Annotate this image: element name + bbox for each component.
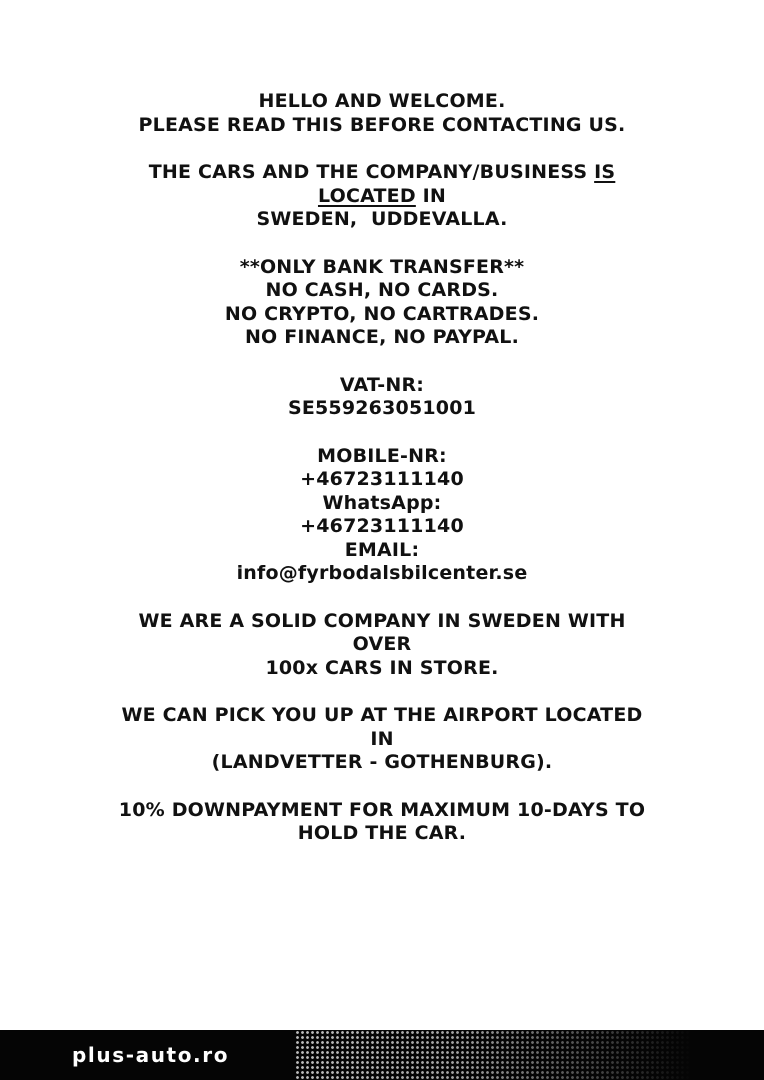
location-suffix: IN xyxy=(415,184,447,207)
email-label: EMAIL: xyxy=(344,538,420,561)
payment-line: NO CRYPTO, NO CARTRADES. xyxy=(224,302,540,325)
location-block xyxy=(0,161,764,232)
contact-block xyxy=(0,445,764,586)
payment-line: NO FINANCE, NO PAYPAL. xyxy=(244,326,520,348)
welcome-block xyxy=(0,90,764,137)
company-line: 100x CARS IN STORE. xyxy=(265,656,499,679)
company-block xyxy=(0,610,764,681)
payment-line: NO CASH, NO CARDS. xyxy=(265,279,499,301)
welcome-line: HELLO AND WELCOME. xyxy=(258,90,506,112)
airport-line: WE CAN PICK YOU UP AT THE AIRPORT LOCATED xyxy=(121,704,643,726)
location-line-2 xyxy=(0,185,764,209)
airport-block xyxy=(0,704,764,775)
downpayment-block xyxy=(0,799,764,846)
footer-bar xyxy=(0,1030,764,1080)
mobile-number: +46723111140 xyxy=(300,468,464,490)
company-line: OVER xyxy=(352,633,412,655)
airport-line: IN xyxy=(370,727,394,750)
vat-value: SE559263051001 xyxy=(287,397,477,419)
notice-text xyxy=(0,90,764,870)
location-prefix: THE CARS AND THE COMPANY/BUSINESS xyxy=(148,161,595,183)
downpayment-line: HOLD THE CAR. xyxy=(297,822,467,844)
payment-line: **ONLY BANK TRANSFER** xyxy=(239,255,525,278)
location-underlined-located: LOCATED xyxy=(317,184,416,207)
vat-block xyxy=(0,374,764,421)
read-before-line: PLEASE READ THIS BEFORE CONTACTING US. xyxy=(138,113,626,136)
location-city: SWEDEN, UDDEVALLA. xyxy=(256,208,508,230)
mobile-label: MOBILE-NR: xyxy=(317,444,447,467)
brand-watermark: plus-auto.ro xyxy=(72,1043,230,1067)
vat-label: VAT-NR: xyxy=(339,373,425,396)
downpayment-line: 10% DOWNPAYMENT FOR MAXIMUM 10-DAYS TO xyxy=(118,798,646,821)
whatsapp-label: WhatsApp: xyxy=(322,491,442,514)
halftone-pattern xyxy=(295,1030,764,1080)
airport-line: (LANDVETTER - GOTHENBURG). xyxy=(211,751,553,773)
company-line: WE ARE A SOLID COMPANY IN SWEDEN WITH xyxy=(138,609,626,632)
location-line-1 xyxy=(0,161,764,185)
payment-block xyxy=(0,256,764,350)
email-address: info@fyrbodalsbilcenter.se xyxy=(236,562,528,584)
whatsapp-number: +46723111140 xyxy=(300,515,464,537)
location-underlined-is: IS xyxy=(594,161,616,183)
